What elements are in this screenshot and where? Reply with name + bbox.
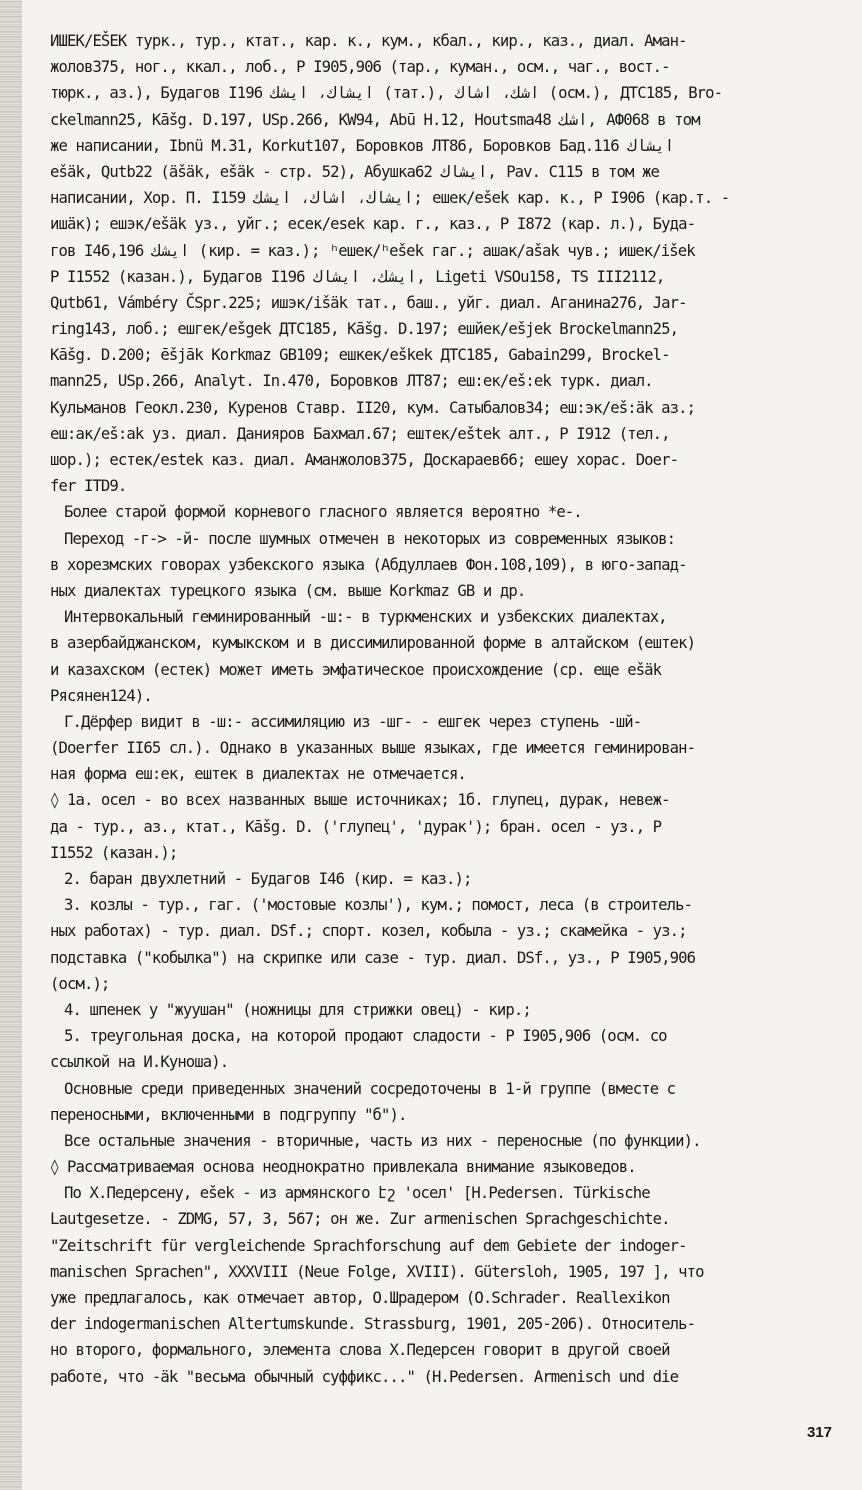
text-line: Более старой формой корневого гласного является вероятно *е-. [64,503,582,522]
text-line: подставка ("кобылка") на скрипке или сазе - тур. диал. DSf., уз., Р I905,906 [50,948,696,967]
text-line: переносными, включенными в подгруппу "б"). [50,1105,407,1124]
text-line: manischen Sprachen", XXXVIII (Neue Folge, XVIII). Gütersloh, 1905, 197 ], что [50,1262,704,1281]
text-line: ckelmann25, Kāšg. D.197, USp.266, KW94, Abū H.12, Houtsma48 اشك, АФ068 в том [50,110,700,129]
text-line: (Doerfer II65 сл.). Однако в указанных выше языках, где имеется геминирован- [50,739,696,758]
text-line: 3. козлы - тур., гаг. ('мостовые козлы'), кум.; помост, леса (в строитель- [64,896,693,915]
text-line: ная форма еш:ек, ештек в диалектах не отмечается. [50,765,466,784]
dictionary-page [50,28,850,1390]
text-line: еш:ак/eš:ak уз. диал. Данияров Бахмал.67; ештек/eštek алт., Р I912 (тел., [50,424,670,443]
text-line: Г.Дёрфер видит в -ш:- ассимиляцию из -шг- - ешгек через ступень -шй- [64,712,642,731]
text-line: написании, Хор. П. I159 ايشاك، اشاك، ايشك; ешек/ešek кар. к., Р I906 (кар.т. - [50,189,730,208]
text-line: Все остальные значения - вторичные, часть из них - переносные (по функции). [64,1131,701,1150]
text-line: в азербайджанском, кумыкском и в диссимилированной форме в алтайском (ештек) [50,634,696,653]
text-line: Qutb61, Vámbéry ČSpr.225; ишэк/išäk тат., баш., уйг. диал. Аганина276, Jar- [50,293,687,312]
text-line: Основные среди приведенных значений сосредоточены в 1-й группе (вместе с [64,1079,676,1098]
text-line: тюрк., аз.), Будагов I196 ايشاك، ايشك (тат.), اشك، اشاك (осм.), ДТС185, Bro- [50,84,723,103]
text-line: По Х.Педерсену, ešek - из армянского էշ 'осел' [H.Pedersen. Türkische [64,1184,650,1203]
text-line: шор.); естек/estek каз. диал. Аманжолов375, Доскараев66; ешеу хорас. Doer- [50,451,679,469]
text-line: Переход -г-> -й- после шумных отмечен в некоторых из современных языков: [64,529,676,548]
text-line: "Zeitschrift für vergleichende Sprachforschung auf dem Gebiete der indoger- [50,1236,687,1255]
text-line: ных диалектах турецкого языка (см. выше Korkmaz GB и др. [50,581,526,600]
text-line: жолов375, ног., ккал., лоб., Р I905,906 (тар., куман., осм., чаг., вост.- [50,58,670,77]
text-line: fer ITD9. [50,477,127,496]
text-line: I1552 (казан.); [50,843,178,862]
text-line: да - тур., аз., ктат., Kāšg. D. ('глупец', 'дурак'); бран. осел - уз., Р [50,817,662,836]
text-line: ишäк); ешэк/ešäk уз., уйг.; есек/esek кар. г., каз., Р I872 (кар. л.), Буда- [50,215,696,234]
text-line: 5. треугольная доска, на которой продают сладости - Р I905,906 (осм. со [64,1027,667,1046]
text-line: Интервокальный геминированный -ш:- в туркменских и узбекских диалектах, [64,608,667,627]
text-line: ных работах) - тур. диал. DSf.; спорт. козел, кобыла - уз.; скамейка - уз.; [50,922,687,941]
text-line: Lautgesetze. - ZDMG, 57, 3, 567; он же. Zur armenischen Sprachgeschichte. [50,1210,670,1229]
page-number: 317 [806,1424,832,1441]
text-line: Рясянен124). [50,686,152,705]
text-line: ◊ 1а. осел - во всех названных выше источниках; 1б. глупец, дурак, невеж- [50,791,670,810]
text-line: Kāšg. D.200; ēšjāk Korkmaz GB109; ешкек/eškek ДТС185, Gabain299, Brockel- [50,346,670,365]
text-line: 2. баран двухлетний - Будагов I46 (кир. = каз.); [64,870,472,888]
scan-edge [0,0,22,1490]
text-line: ešäk, Qutb22 (äšäk, ešäk - стр. 52), Абушка62 ايشاك, Pav. C115 в том же [50,162,659,181]
text-line: 4. шпенек у "жуушан" (ножницы для стрижки овец) - кир.; [64,1000,531,1019]
text-line: der indogermanischen Altertumskunde. Strassburg, 1901, 205-206). Относитель- [50,1315,696,1334]
text-line: mann25, USp.266, Analyt. In.470, Боровков ЛТ87; еш:ек/eš:ek турк. диал. [50,372,653,391]
text-line: ИШЕК/EŠEK турк., тур., ктат., кар. к., кум., кбал., кир., каз., диал. Аман- [50,32,687,50]
text-line: ring143, лоб.; ешгек/ešgek ДТС185, Kāšg. D.197; ешйек/ešjek Brockelmann25, [50,320,679,339]
text-line: и казахском (естек) может иметь эмфатическое происхождение (ср. еще ešäk [50,660,662,679]
text-line: ссылкой на И.Куноша). [50,1053,229,1072]
text-line: Р I1552 (казан.), Будагов I196 ايشك، ايشاك, Ligeti VSOu158, TS III2112, [50,267,665,286]
text-line: уже предлагалось, как отмечает автор, О.Шрадером (O.Schrader. Reallexikon [50,1289,670,1307]
text-line: Кульманов Геокл.230, Куренов Ставр. II20, кум. Сатыбалов34; еш:эк/eš:äk аз.; [50,398,696,417]
text-line: гов I46,196 ايشك (кир. = каз.); ʰешек/ʰešek гаг.; ашак/ašak чув.; ишек/išek [50,241,695,260]
text-line: работе, что -äk "весьма обычный суффикс..." (H.Pedersen. Armenisch und die [50,1367,679,1386]
text-line: же написании, Ibnü M.31, Korkut107, Боровков ЛТ86, Боровков Бад.116 ايشاك [50,136,675,155]
text-line: ◊ Рассматриваемая основа неоднократно привлекала внимание языковедов. [50,1158,636,1177]
text-line: в хорезмских говорах узбекского языка (Абдуллаев Фон.108,109), в юго-запад- [50,555,687,574]
text-line: но второго, формального, элемента слова Х.Педерсен говорит в другой своей [50,1341,670,1360]
text-line: (осм.); [50,974,110,993]
